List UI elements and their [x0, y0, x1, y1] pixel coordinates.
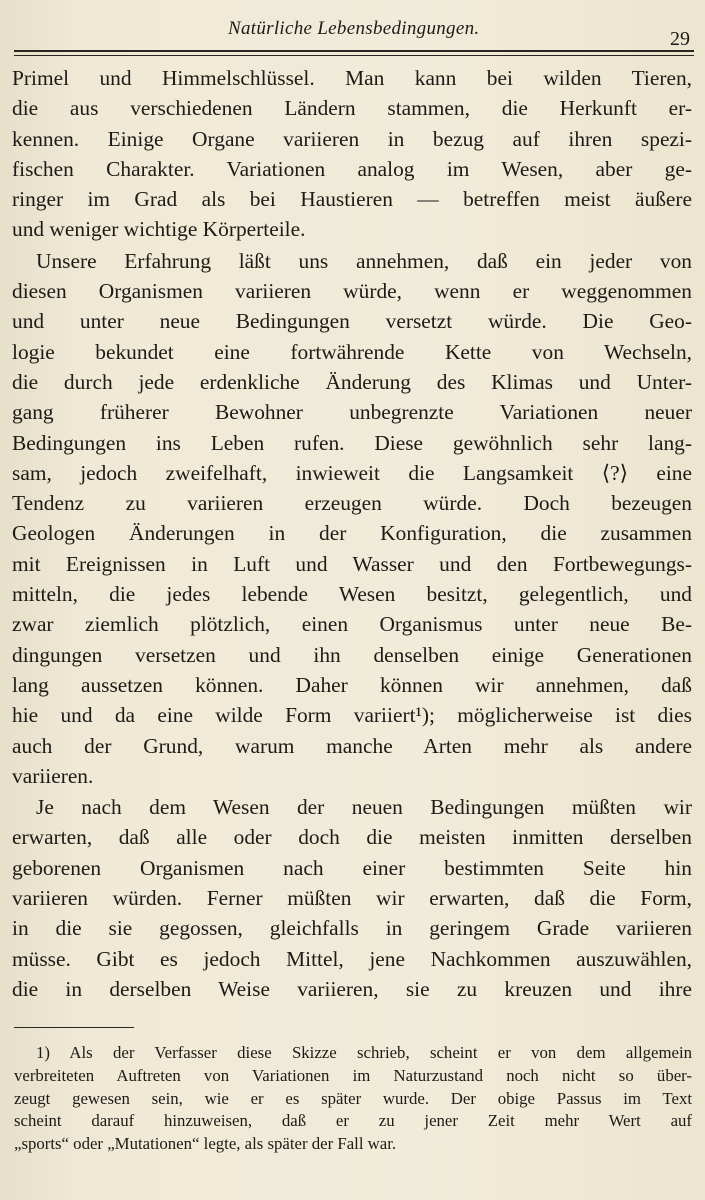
text-line: Je nach dem Wesen der neuen Bedingungen müßten wir	[36, 795, 692, 820]
text-line: zwar ziemlich plötzlich, einen Organismus unter neue Be-	[12, 612, 692, 637]
text-line: in die sie gegossen, gleichfalls in geringem Grade variieren	[12, 916, 692, 941]
text-line: auch der Grund, warum manche Arten mehr als andere	[12, 733, 692, 758]
text-line: die durch jede erdenkliche Änderung des Klimas und Unter-	[12, 369, 692, 394]
text-line: mit Ereignissen in Luft und Wasser und den Fortbewegungs-	[12, 551, 692, 576]
text-line: Geologen Änderungen in der Konfiguration, die zusammen	[12, 521, 692, 546]
text-line: die aus verschiedenen Ländern stammen, die Herkunft er-	[12, 96, 692, 121]
text-line: fischen Charakter. Variationen analog im Wesen, aber ge-	[12, 156, 692, 181]
text-line: Bedingungen ins Leben rufen. Diese gewöhnlich sehr lang-	[12, 430, 692, 455]
running-title: Natürliche Lebensbedingungen.	[228, 18, 480, 39]
footnote-line: verbreiteten Auftreten von Variationen im Naturzustand noch nicht so über-	[14, 1065, 692, 1085]
text-line: Tendenz zu variieren erzeugen würde. Doch bezeugen	[12, 491, 692, 516]
text-line: variieren würden. Ferner müßten wir erwarten, daß die Form,	[12, 886, 692, 911]
text-line: Primel und Himmelschlüssel. Man kann bei wilden Tieren,	[12, 66, 692, 90]
footnote-rule	[14, 1027, 134, 1028]
text-line: mitteln, die jedes lebende Wesen besitzt, gelegentlich, und	[12, 582, 692, 607]
running-head	[14, 14, 694, 50]
text-line: hie und da eine wilde Form variiert¹); möglicherweise ist dies	[12, 703, 692, 728]
text-line: und weniger wichtige Körperteile.	[12, 217, 306, 242]
footnote-line: zeugt gewesen sein, wie er es später wurde. Der obige Passus im Text	[14, 1088, 692, 1108]
text-line: lang aussetzen können. Daher können wir annehmen, daß	[12, 672, 692, 697]
text-line: geborenen Organismen nach einer bestimmten Seite hin	[12, 855, 692, 880]
text-line: müsse. Gibt es jedoch Mittel, jene Nachkommen auszuwählen,	[12, 946, 692, 971]
text-line: kennen. Einige Organe variieren in bezug auf ihren spezi-	[12, 126, 692, 151]
footnote-line: „sports“ oder „Mutationen“ legte, als später der Fall war.	[14, 1134, 397, 1154]
header-rule-thick	[14, 50, 694, 52]
footnote	[14, 1042, 692, 1156]
footnote-line: 1) Als der Verfasser diese Skizze schrieb, scheint er von dem allgemein	[36, 1043, 692, 1062]
header-rule-thin	[14, 55, 694, 56]
text-line: die in derselben Weise variieren, sie zu kreuzen und ihre	[12, 976, 692, 1001]
text-line: dingungen versetzen und ihn denselben einige Generationen	[12, 642, 692, 667]
text-line: diesen Organismen variieren würde, wenn er weggenommen	[12, 279, 692, 304]
text-line: Unsere Erfahrung läßt uns annehmen, daß ein jeder von	[36, 248, 692, 273]
text-line: logie bekundet eine fortwährende Kette von Wechseln,	[12, 339, 692, 364]
text-line: und unter neue Bedingungen versetzt würde. Die Geo-	[12, 309, 692, 334]
text-line: erwarten, daß alle oder doch die meisten inmitten derselben	[12, 825, 692, 850]
text-line: gang früherer Bewohner unbegrenzte Variationen neuer	[12, 400, 692, 425]
body-text	[12, 63, 692, 1004]
text-line: variieren.	[12, 763, 94, 788]
text-line: sam, jedoch zweifelhaft, inwieweit die Langsamkeit ⟨?⟩ eine	[12, 460, 692, 485]
text-line: ringer im Grad als bei Haustieren — betreffen meist äußere	[12, 187, 692, 212]
footnote-line: scheint darauf hinzuweisen, daß er zu jener Zeit mehr Wert auf	[14, 1111, 692, 1131]
page-number: 29	[670, 28, 690, 50]
